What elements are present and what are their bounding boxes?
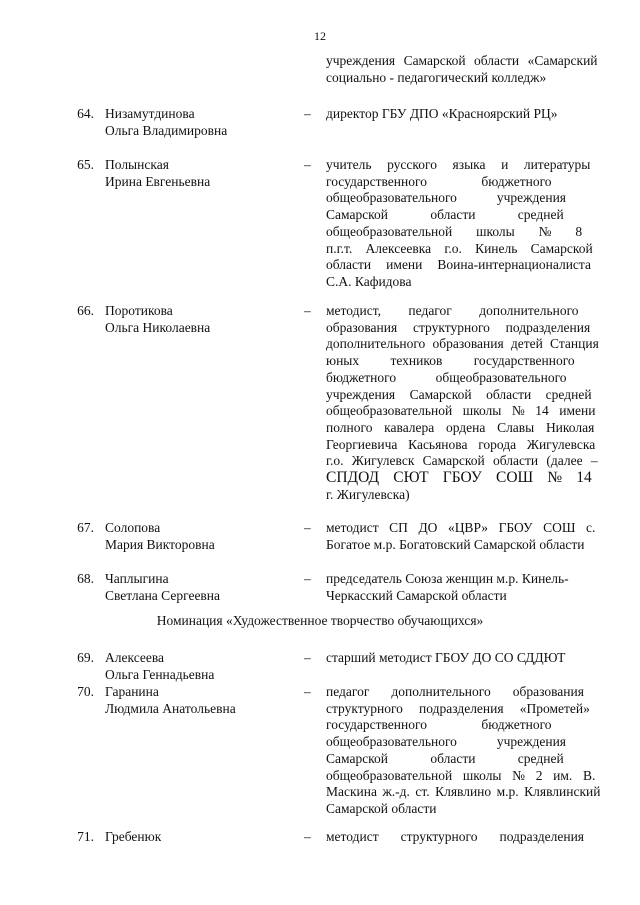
surname: Гребенюк bbox=[105, 829, 162, 844]
surname: Алексеева bbox=[105, 650, 165, 665]
entry-number: 67. bbox=[77, 520, 94, 535]
entry-name bbox=[105, 303, 285, 336]
given-names: Ольга Николаевна bbox=[105, 319, 211, 335]
text-line: бюджетного общеобразовательного bbox=[326, 369, 567, 385]
text-line: учитель русского языка и литературы bbox=[326, 157, 591, 172]
text-line: г. Жигулевска) bbox=[326, 486, 410, 502]
dash: – bbox=[304, 650, 311, 665]
text-line: юных техников государственного bbox=[326, 353, 575, 369]
entry-description bbox=[326, 650, 606, 667]
text-line: педагог дополнительного образования bbox=[326, 684, 584, 699]
text-line: директор ГБУ ДПО «Красноярский РЦ» bbox=[326, 106, 558, 121]
entry-name bbox=[105, 650, 285, 683]
text-line: образования структурного подразделения bbox=[326, 319, 591, 335]
entry-name bbox=[105, 684, 285, 717]
text-line: структурного подразделения «Прометей» bbox=[326, 700, 590, 716]
page-number: 12 bbox=[314, 29, 326, 43]
given-names: Ирина Евгеньевна bbox=[105, 173, 211, 189]
text-line: методист структурного подразделения bbox=[326, 829, 585, 844]
surname: Поротикова bbox=[105, 303, 173, 318]
text-line: Богатое м.р. Богатовский Самарской области bbox=[326, 536, 585, 552]
text-line: общеобразовательного учреждения bbox=[326, 190, 567, 206]
text-line: социально - педагогический колледж» bbox=[326, 69, 547, 85]
text-line: С.А. Кафидова bbox=[326, 273, 412, 289]
text-line: общеобразовательного учреждения bbox=[326, 734, 567, 750]
surname: Гаранина bbox=[105, 684, 159, 699]
surname: Низамутдинова bbox=[105, 106, 195, 121]
given-names: Ольга Геннадьевна bbox=[105, 666, 215, 682]
given-names: Мария Викторовна bbox=[105, 536, 215, 552]
entry-description bbox=[326, 157, 606, 291]
text-line: Черкасский Самарской области bbox=[326, 587, 507, 603]
text-line: государственного бюджетного bbox=[326, 717, 552, 733]
text-line: учреждения Самарской области средней bbox=[326, 386, 592, 402]
text-line: Маскина ж.-д. ст. Клявлино м.р. Клявлинский bbox=[326, 784, 601, 800]
dash: – bbox=[304, 684, 311, 699]
text-line: п.г.т. Алексеевка г.о. Кинель Самарской bbox=[326, 240, 593, 256]
text-line: общеобразовательной школы № 2 им. В. bbox=[326, 767, 596, 783]
entry-description bbox=[326, 829, 606, 846]
given-names: Ольга Владимировна bbox=[105, 122, 228, 138]
entry-name bbox=[105, 157, 285, 190]
entry-description bbox=[326, 520, 606, 553]
dash: – bbox=[304, 303, 311, 318]
entry-description bbox=[326, 571, 606, 604]
surname: Полынская bbox=[105, 157, 169, 172]
dash: – bbox=[304, 106, 311, 121]
text-line: Самарской области bbox=[326, 800, 437, 816]
text-line: СПДОД СЮТ ГБОУ СОШ № 14 bbox=[326, 469, 592, 487]
text-line: методист, педагог дополнительного bbox=[326, 303, 579, 318]
dash: – bbox=[304, 829, 311, 844]
dash: – bbox=[304, 520, 311, 535]
text-line: области имени Воина-интернационалиста bbox=[326, 257, 591, 273]
text-line: г.о. Жигулевск Самарской области (далее – bbox=[326, 453, 598, 469]
nomination-heading: Номинация «Художественное творчество обучающихся» bbox=[156, 613, 484, 628]
entry-name bbox=[105, 520, 285, 553]
text-line: общеобразовательной школы № 8 bbox=[326, 223, 583, 239]
text-line: учреждения Самарской области «Самарский bbox=[326, 53, 598, 68]
given-names: Людмила Анатольевна bbox=[105, 700, 236, 716]
given-names: Светлана Сергеевна bbox=[105, 587, 221, 603]
continuation-text bbox=[326, 53, 606, 86]
surname: Солопова bbox=[105, 520, 161, 535]
text-line: старший методист ГБОУ ДО СО СДДЮТ bbox=[326, 650, 566, 665]
entry-description bbox=[326, 303, 606, 503]
entry-number: 71. bbox=[77, 829, 94, 844]
entry-name bbox=[105, 106, 285, 139]
dash: – bbox=[304, 157, 311, 172]
surname: Чаплыгина bbox=[105, 571, 169, 586]
text-line: дополнительного образования детей Станция bbox=[326, 336, 599, 352]
entry-number: 68. bbox=[77, 571, 94, 586]
entry-number: 66. bbox=[77, 303, 94, 318]
text-line: полного кавалера ордена Славы Николая bbox=[326, 419, 595, 435]
entry-description bbox=[326, 106, 606, 123]
text-line: Самарской области средней bbox=[326, 750, 564, 766]
text-line: методист СП ДО «ЦВР» ГБОУ СОШ с. bbox=[326, 520, 596, 535]
entry-description bbox=[326, 684, 606, 818]
entry-name bbox=[105, 571, 285, 604]
dash: – bbox=[304, 571, 311, 586]
text-line: общеобразовательной школы № 14 имени bbox=[326, 403, 596, 419]
entry-number: 70. bbox=[77, 684, 94, 699]
entry-number: 65. bbox=[77, 157, 94, 172]
text-line: государственного бюджетного bbox=[326, 173, 552, 189]
entry-number: 64. bbox=[77, 106, 94, 121]
entry-name bbox=[105, 829, 285, 846]
entry-number: 69. bbox=[77, 650, 94, 665]
text-line: Георгиевича Касьянова города Жигулевска bbox=[326, 436, 596, 452]
text-line: Самарской области средней bbox=[326, 207, 564, 223]
text-line: председатель Союза женщин м.р. Кинель- bbox=[326, 571, 569, 586]
